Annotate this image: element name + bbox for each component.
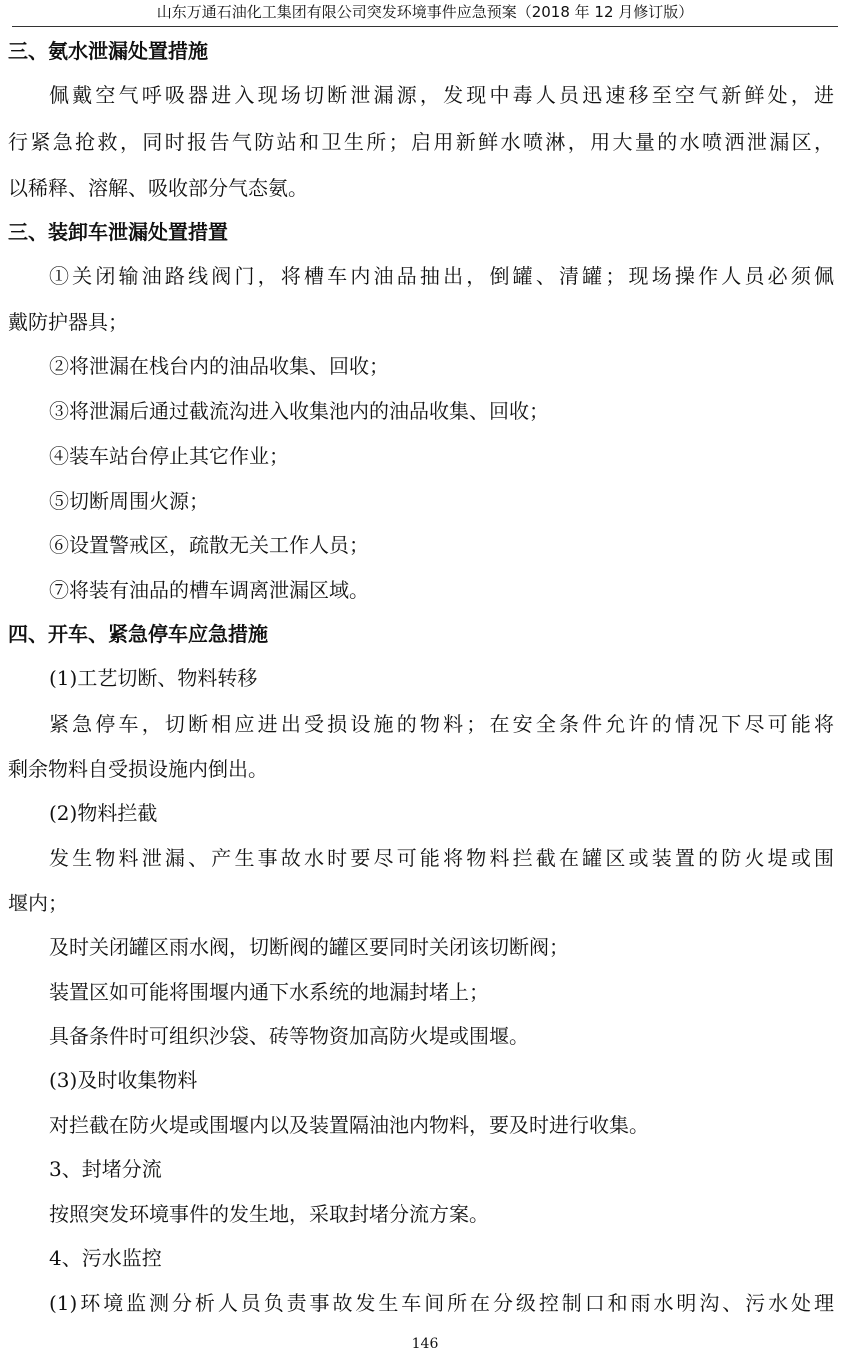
header-divider bbox=[12, 26, 838, 27]
list-item: ②将泄漏在栈台内的油品收集、回收； bbox=[49, 354, 389, 378]
list-item: ③将泄漏后通过截流沟进入收集池内的油品收集、回收； bbox=[49, 399, 549, 423]
list-item: ⑤切断周围火源； bbox=[49, 489, 209, 513]
list-item: ⑥设置警戒区，疏散无关工作人员； bbox=[49, 533, 369, 557]
section-heading-emergency-stop: 四、开车、紧急停车应急措施 bbox=[8, 622, 268, 646]
paragraph-line: 对拦截在防火堤或围堰内以及装置隔油池内物料，要及时进行收集。 bbox=[49, 1113, 649, 1137]
paragraph-line: (1)环境监测分析人员负责事故发生车间所在分级控制口和雨水明沟、污水处理 bbox=[49, 1291, 834, 1315]
paragraph-line: 发生物料泄漏、产生事故水时要尽可能将物料拦截在罐区或装置的防火堤或围 bbox=[49, 846, 834, 870]
paragraph-line: 按照突发环境事件的发生地，采取封堵分流方案。 bbox=[49, 1202, 489, 1226]
subheading: (2)物料拦截 bbox=[49, 801, 158, 825]
list-item: ④装车站台停止其它作业； bbox=[49, 444, 289, 468]
paragraph-line: 紧急停车，切断相应进出受损设施的物料；在安全条件允许的情况下尽可能将 bbox=[49, 712, 834, 736]
paragraph-line: 具备条件时可组织沙袋、砖等物资加高防火堤或围堰。 bbox=[49, 1024, 529, 1048]
page-number: 146 bbox=[411, 1336, 439, 1352]
paragraph-line: 堰内； bbox=[8, 891, 68, 915]
subheading: (1)工艺切断、物料转移 bbox=[49, 666, 258, 690]
section-heading-ammonia: 三、氨水泄漏处置措施 bbox=[8, 39, 208, 63]
paragraph-line: 以稀释、溶解、吸收部分气态氨。 bbox=[8, 176, 308, 200]
paragraph-line: 行紧急抢救，同时报告气防站和卫生所；启用新鲜水喷淋，用大量的水喷洒泄漏区， bbox=[8, 130, 834, 154]
subheading: 3、封堵分流 bbox=[49, 1157, 162, 1181]
list-item: ⑦将装有油品的槽车调离泄漏区域。 bbox=[49, 578, 369, 602]
paragraph-line: 及时关闭罐区雨水阀，切断阀的罐区要同时关闭该切断阀； bbox=[49, 935, 569, 959]
subheading: 4、污水监控 bbox=[49, 1246, 162, 1270]
list-item: ①关闭输油路线阀门，将槽车内油品抽出，倒罐、清罐；现场操作人员必须佩 bbox=[49, 264, 834, 288]
section-heading-loading: 三、装卸车泄漏处置措置 bbox=[8, 220, 228, 244]
paragraph-line: 剩余物料自受损设施内倒出。 bbox=[8, 757, 268, 781]
running-header: 山东万通石油化工集团有限公司突发环境事件应急预案（2018 年 12 月修订版） bbox=[156, 3, 694, 21]
subheading: (3)及时收集物料 bbox=[49, 1068, 198, 1092]
paragraph-line: 佩戴空气呼吸器进入现场切断泄漏源，发现中毒人员迅速移至空气新鲜处，进 bbox=[49, 83, 834, 107]
paragraph-line: 装置区如可能将围堰内通下水系统的地漏封堵上； bbox=[49, 980, 489, 1004]
paragraph-line: 戴防护器具； bbox=[8, 310, 128, 334]
